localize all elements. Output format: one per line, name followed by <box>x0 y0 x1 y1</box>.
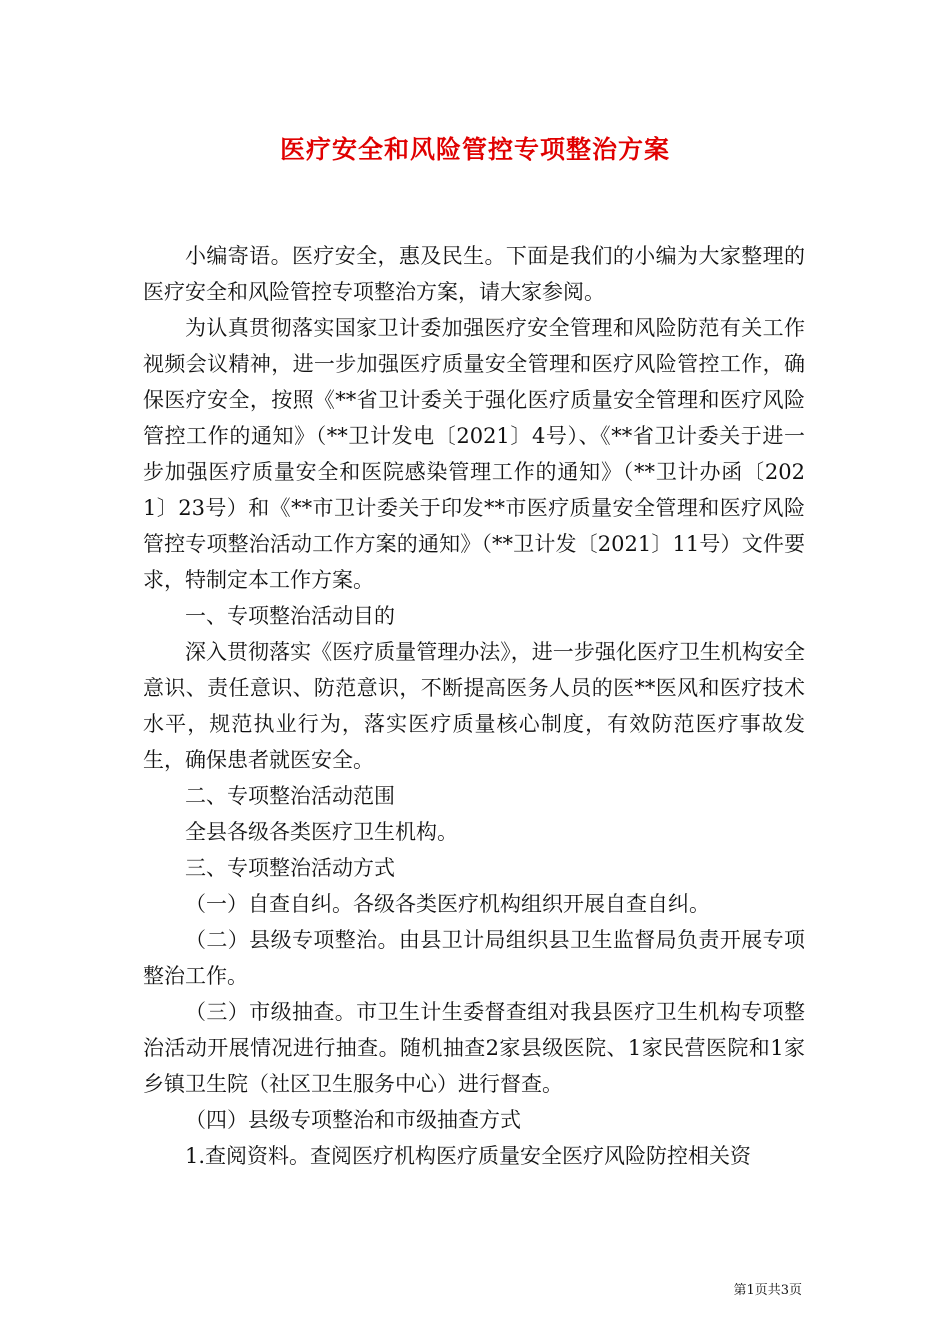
document-title: 医疗安全和风险管控专项整治方案 <box>279 135 670 164</box>
paragraph-intro: 小编寄语。医疗安全，惠及民生。下面是我们的小编为大家整理的医疗安全和风险管控专项整治方案，请大家参阅。 <box>143 244 805 304</box>
paragraph-method-4-1: 1.查阅资料。查阅医疗机构医疗质量安全医疗风险防控相关资 <box>185 1144 752 1168</box>
heading-section-1: 一、专项整治活动目的 <box>185 604 395 628</box>
paragraph-section-1: 深入贯彻落实《医疗质量管理办法》，进一步强化医疗卫生机构安全意识、责任意识、防范意识，不断提高医务人员的医**医风和医疗技术水平，规范执业行为，落实医疗质量核心制度，有效防范医疗事故发生，确保患者就医安全。 <box>143 640 805 772</box>
heading-section-2: 二、专项整治活动范围 <box>185 784 395 808</box>
paragraph-basis: 为认真贯彻落实国家卫计委加强医疗安全管理和风险防范有关工作视频会议精神，进一步加强医疗质量安全管理和医疗风险管控工作，确保医疗安全，按照《**省卫计委关于强化医疗质量安全管理和医疗风险管控工作的通知》（**卫计发电〔2021〕4号）、《**省卫计委关于进一步加强医疗质量安全和医院感染管理工作的通知》（**卫计办函〔2021〕23号）和《**市卫计委关于印发**市医疗质量安全管理和医疗风险管控专项整治活动工作方案的通知》（**卫计发〔2021〕11号）文件要求，特制定本工作方案。 <box>143 316 805 592</box>
paragraph-method-2: （二）县级专项整治。由县卫计局组织县卫生监督局负责开展专项整治工作。 <box>143 928 805 988</box>
paragraph-method-4: （四）县级专项整治和市级抽查方式 <box>185 1108 521 1132</box>
paragraph-method-3: （三）市级抽查。市卫生计生委督查组对我县医疗卫生机构专项整治活动开展情况进行抽查。随机抽查2家县级医院、1家民营医院和1家乡镇卫生院（社区卫生服务中心）进行督查。 <box>143 1000 805 1096</box>
page-number-footer: 第1页共3页 <box>733 1283 802 1298</box>
paragraph-section-2: 全县各级各类医疗卫生机构。 <box>185 820 458 844</box>
document-body <box>143 238 805 1174</box>
paragraph-method-1: （一）自查自纠。各级各类医疗机构组织开展自查自纠。 <box>185 892 710 916</box>
heading-section-3: 三、专项整治活动方式 <box>185 856 395 880</box>
